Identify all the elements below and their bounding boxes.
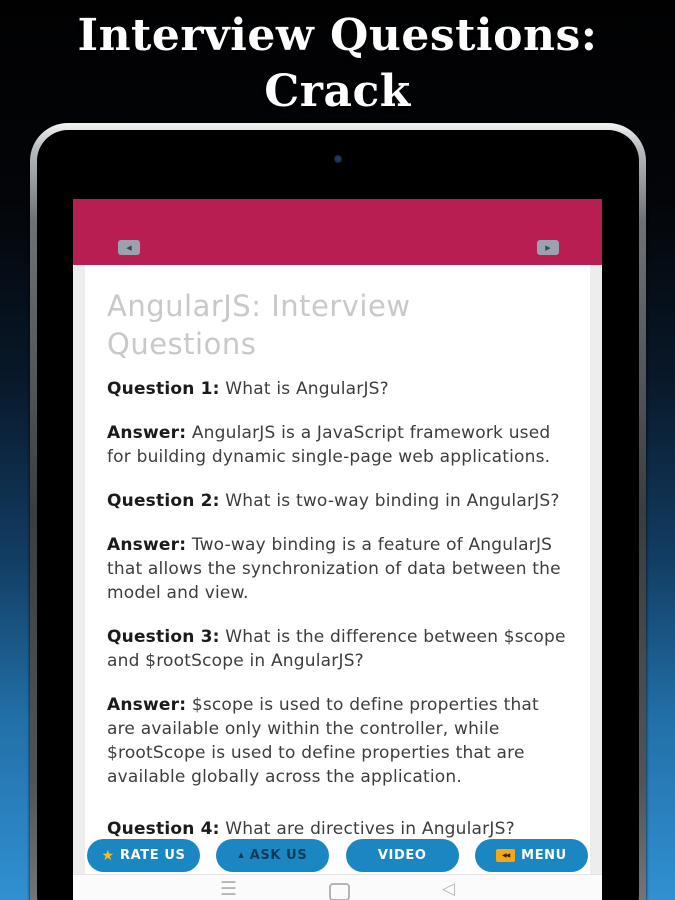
answer-1-label: Answer: <box>107 423 187 443</box>
answer-2-label: Answer: <box>107 535 187 555</box>
ask-us-label: ASK US <box>249 848 308 863</box>
rate-us-label: RATE US <box>120 848 186 863</box>
next-page-button[interactable] <box>537 240 559 255</box>
content-page <box>73 265 602 900</box>
rate-us-button[interactable] <box>87 839 200 872</box>
app-screen <box>73 199 602 900</box>
question-4-partially-hidden <box>107 817 568 841</box>
answer-3 <box>107 693 568 789</box>
ask-icon: ▲ <box>238 851 244 859</box>
home-icon[interactable] <box>329 883 350 900</box>
tablet-frame <box>30 123 646 900</box>
recents-icon[interactable]: ☰ <box>219 878 237 900</box>
answer-3-label: Answer: <box>107 695 187 715</box>
android-navigation-bar <box>73 874 602 900</box>
menu-button[interactable] <box>475 839 588 872</box>
answer-2-text: Two-way binding is a feature of AngularJS that allows the synchronization of data between the model and view. <box>107 535 561 603</box>
app-header-bar <box>73 199 602 265</box>
footer-button-bar <box>73 839 602 873</box>
answer-1-text: AngularJS is a JavaScript framework used for building dynamic single-page web applications. <box>107 423 551 467</box>
video-button[interactable] <box>346 839 459 872</box>
question-3 <box>107 625 568 673</box>
content-card <box>85 265 590 900</box>
answer-2 <box>107 533 568 605</box>
promo-title-line1: Interview Questions: Crack <box>77 10 598 117</box>
question-1-label: Question 1: <box>107 379 220 399</box>
video-label: VIDEO <box>377 848 427 863</box>
previous-page-button[interactable] <box>118 240 140 255</box>
answer-1 <box>107 421 568 469</box>
question-4-label: Question 4: <box>107 819 220 839</box>
front-camera-dot <box>334 155 342 163</box>
question-1 <box>107 377 568 401</box>
menu-icon: ◀◀ <box>496 849 515 862</box>
back-icon[interactable]: ◁ <box>441 879 456 899</box>
question-3-text: What is the difference between $scope and $rootScope in AngularJS? <box>107 627 566 671</box>
question-3-label: Question 3: <box>107 627 220 647</box>
right-arrow-icon: ▶ <box>545 243 551 252</box>
left-arrow-icon: ◀ <box>126 243 132 252</box>
ask-us-button[interactable] <box>216 839 329 872</box>
question-1-text: What is AngularJS? <box>225 379 389 399</box>
menu-label: MENU <box>521 848 567 863</box>
question-2-text: What is two-way binding in AngularJS? <box>225 491 560 511</box>
question-2-label: Question 2: <box>107 491 220 511</box>
star-icon: ★ <box>101 847 115 864</box>
page-title: AngularJS: Interview Questions <box>107 289 411 361</box>
question-2 <box>107 489 568 513</box>
answer-3-text: $scope is used to define properties that are available only within the controller, while $rootScope is used to define properties that are available globally across the application. <box>107 695 539 787</box>
question-4-text: What are directives in AngularJS? <box>225 819 515 839</box>
tablet-bezel <box>37 130 639 900</box>
